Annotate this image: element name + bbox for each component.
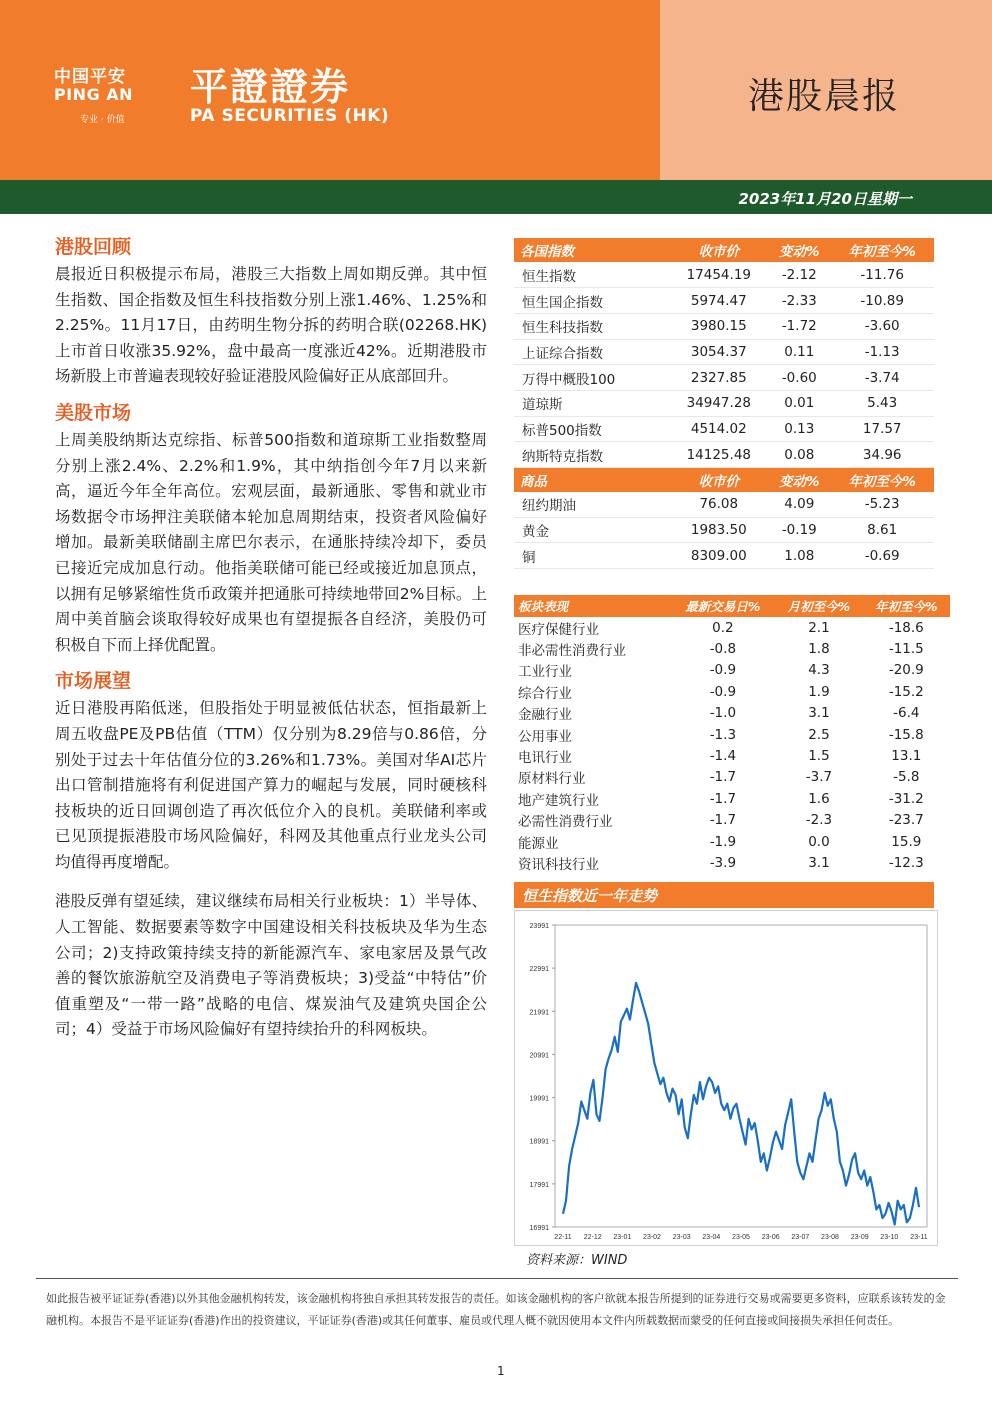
index-row — [514, 442, 934, 468]
index-header-ytd: 年初至今% — [830, 238, 934, 262]
sector-row — [514, 681, 950, 702]
chart-source: 资料来源：WIND — [526, 1253, 628, 1268]
sector-row-label: 能源业 — [518, 835, 559, 852]
sector-row-value: -12.3 — [888, 854, 924, 871]
y-tick-label: 21991 — [529, 1009, 549, 1017]
index-row-label: 恒生科技指数 — [514, 313, 669, 339]
commodity-row — [514, 517, 934, 543]
commodity-row-value: 8309.00 — [669, 543, 768, 569]
sector-row-value: -1.0 — [709, 705, 737, 722]
sector-row-value: -18.6 — [888, 619, 924, 636]
sector-row-value: 15.9 — [891, 833, 922, 850]
report-header — [0, 0, 992, 180]
index-row-value: -2.33 — [768, 288, 830, 314]
sector-row — [514, 788, 950, 809]
sector-row-value: 0.2 — [712, 619, 734, 636]
sector-row-value: -2.3 — [805, 812, 833, 829]
report-date: 2023年11月20日星期一 — [738, 190, 912, 208]
x-tick-label: 23-01 — [613, 1234, 632, 1241]
commodity-header-name: 商品 — [514, 468, 669, 492]
commodity-header-ytd: 年初至今% — [830, 468, 934, 492]
chart-title: 恒生指数近一年走势 — [514, 882, 934, 908]
sector-row-value: 3.1 — [808, 705, 830, 722]
sector-row-value: -1.7 — [709, 790, 737, 807]
sector-row-value: -1.9 — [709, 833, 737, 850]
sector-row-value: -11.5 — [888, 641, 924, 658]
y-tick-label: 18991 — [529, 1138, 549, 1146]
index-row-value: -10.89 — [830, 288, 934, 314]
sector-row-value: -23.7 — [888, 812, 924, 829]
index-row-value: -11.76 — [830, 262, 934, 288]
sector-row-label: 金融行业 — [518, 707, 572, 724]
sector-row-label: 综合行业 — [518, 685, 572, 702]
sector-row — [514, 767, 950, 788]
x-tick-label: 23-09 — [850, 1234, 869, 1241]
index-row-label: 道琼斯 — [514, 390, 669, 416]
x-tick-label: 22-12 — [583, 1234, 602, 1241]
index-row — [514, 390, 934, 416]
sector-row — [514, 617, 950, 638]
x-tick-label: 23-08 — [821, 1234, 839, 1241]
index-row-value: -1.72 — [768, 313, 830, 339]
sector-row-label: 公用事业 — [518, 728, 572, 745]
index-row-value: 34947.28 — [669, 390, 768, 416]
commodity-row-value: -0.19 — [768, 517, 830, 543]
sector-row-value: 3.1 — [808, 854, 830, 871]
sector-row-value: -6.4 — [893, 705, 920, 722]
sector-row-label: 必需性消费行业 — [518, 814, 613, 831]
index-row — [514, 339, 934, 365]
x-tick-label: 23-06 — [761, 1234, 780, 1241]
commodity-row-value: 4.09 — [768, 492, 830, 518]
sector-header-mtd: 月初至今% — [775, 595, 862, 617]
index-row-value: 0.13 — [768, 416, 830, 442]
y-tick-label: 22991 — [529, 966, 549, 974]
x-tick-label: 23-10 — [880, 1234, 899, 1241]
sector-row-value: 4.3 — [808, 662, 830, 679]
disclaimer: 如此报告被平证证券(香港)以外其他金融机构转发，该金融机构将独自承担其转发报告的责任。如该金融机构的客户欲就本报告所提到的证券进行交易或需要更多资料，应联系该转发的金融机构。本报告不是平证证券(香港)作出的投资建议，平证证券(香港)或其任何董事、雇员或代理人概不就因使用本文件内所载数据而蒙受的任何直接或间接损失承担任何责任。 — [46, 1292, 946, 1327]
outlook-paragraph-2: 港股反弹有望延续，建议继续布局相关行业板块：1）半导体、人工智能、数据要素等数字中国建设相关科技板块及华为生态公司；2)支持政策持续支持的新能源汽车、家电家居及景气改善的餐饮旅游航空及消费电子等消费板块；3)受益“中特估”价值重塑及“一带一路”战略的电信、煤炭油气及建筑央国企公司；4）受益于市场风险偏好有望持续抬升的科网板块。 — [55, 892, 487, 1039]
sector-row-value: -3.7 — [805, 769, 833, 786]
index-row-value: 34.96 — [830, 442, 934, 468]
sector-row-value: -0.9 — [709, 683, 737, 700]
index-header-name: 各国指数 — [514, 238, 669, 262]
commodity-row-label: 黄金 — [514, 517, 669, 543]
sector-table-header — [514, 595, 950, 617]
sector-row-label: 原材料行业 — [518, 771, 586, 788]
sector-row-label: 电讯行业 — [518, 750, 572, 767]
sector-row — [514, 852, 950, 873]
sector-row-value: 2.1 — [808, 619, 830, 636]
us-market-paragraph: 上周美股纳斯达克综指、标普500指数和道琼斯工业指数整周分别上涨2.4%、2.2%和1.9%，其中纳指创今年7月以来新高，逼近今年全年高位。宏观层面，最新通胀、零售和就业市场数据令市场押注美联储本轮加息周期结束，投资者风险偏好增加。最新美联储副主席巴尔表示，在通胀持续冷却下，委员已接近完成加息行动。他指美联储可能已经或接近加息顶点，以拥有足够紧缩性货币政策并把通胀可持续地带回2%目标。上周中美首脑会谈取得较好成果也有望提振各自经济，美股仍可积极自下而上择优配置。 — [55, 430, 487, 654]
index-header-change: 变动% — [768, 238, 830, 262]
y-tick-label: 20991 — [529, 1052, 549, 1060]
sector-row — [514, 745, 950, 766]
sector-row-value: -1.7 — [709, 812, 737, 829]
sector-row-value: -5.8 — [893, 769, 920, 786]
x-tick-label: 23-07 — [791, 1234, 810, 1241]
pingan-logo-cn: 中国平安 — [54, 67, 126, 87]
sector-row-value: -3.9 — [709, 854, 737, 871]
hsi-series-line — [563, 983, 919, 1225]
index-table — [514, 238, 934, 569]
hsi-chart — [514, 910, 938, 1246]
index-row-value: 0.08 — [768, 442, 830, 468]
footer-divider — [36, 1278, 958, 1279]
sector-row-label: 非必需性消费行业 — [518, 643, 626, 660]
sector-row-value: 0.0 — [808, 833, 830, 850]
index-row-label: 恒生指数 — [514, 262, 669, 288]
index-row — [514, 262, 934, 288]
sector-row-label: 医疗保健行业 — [518, 621, 599, 638]
index-row-value: 0.11 — [768, 339, 830, 365]
index-row-value: 3980.15 — [669, 313, 768, 339]
index-row-value: 3054.37 — [669, 339, 768, 365]
sector-header-latest: 最新交易日% — [670, 595, 775, 617]
y-tick-label: 16991 — [529, 1225, 549, 1232]
x-tick-label: 23-11 — [910, 1234, 928, 1241]
sector-row-label: 资讯科技行业 — [518, 856, 599, 873]
index-row-value: -1.13 — [830, 339, 934, 365]
date-bar — [0, 180, 992, 214]
sector-row-value: 1.9 — [808, 683, 830, 700]
index-row-value: -3.74 — [830, 365, 934, 391]
hsi-chart-svg — [515, 911, 937, 1245]
sector-row-label: 工业行业 — [518, 664, 572, 681]
index-row-value: 17454.19 — [669, 262, 768, 288]
index-row — [514, 416, 934, 442]
sector-row-value: 13.1 — [891, 748, 922, 765]
sector-row-value: 1.8 — [808, 641, 830, 658]
index-row-value: 14125.48 — [669, 442, 768, 468]
commodity-row-label: 纽约期油 — [514, 492, 669, 518]
sector-row — [514, 810, 950, 831]
x-tick-label: 23-05 — [732, 1234, 750, 1241]
index-row-label: 上证综合指数 — [514, 339, 669, 365]
x-tick-label: 23-04 — [702, 1234, 721, 1241]
y-tick-label: 23991 — [529, 923, 549, 930]
sector-row-value: -20.9 — [888, 662, 924, 679]
sector-row-value: 2.5 — [808, 726, 830, 743]
pingan-slogan: 专业 · 价值 — [80, 115, 125, 125]
sector-row-value: -1.4 — [709, 748, 737, 765]
commodity-row-value: -0.69 — [830, 543, 934, 569]
report-title: 港股晨报 — [748, 76, 901, 117]
index-row-label: 纳斯特克指数 — [514, 442, 669, 468]
commodity-table-header — [514, 468, 934, 492]
sector-row — [514, 638, 950, 659]
commodity-row-value: 1.08 — [768, 543, 830, 569]
securities-logo-cn: 平證證券 — [190, 65, 351, 109]
index-table-header — [514, 238, 934, 262]
y-tick-label: 17991 — [529, 1181, 549, 1189]
x-tick-label: 22-11 — [554, 1234, 572, 1241]
commodity-row — [514, 492, 934, 518]
sector-table — [514, 595, 950, 874]
commodity-row-label: 铜 — [514, 543, 669, 569]
index-row-label: 万得中概股100 — [514, 365, 669, 391]
sector-row-value: 1.5 — [808, 748, 830, 765]
commodity-header-close: 收市价 — [669, 468, 768, 492]
index-header-close: 收市价 — [669, 238, 768, 262]
section-title-hk-review: 港股回顾 — [55, 236, 132, 258]
sector-row-value: -1.7 — [709, 769, 737, 786]
sector-row — [514, 831, 950, 852]
sector-row-label: 地产建筑行业 — [518, 792, 599, 809]
commodity-row-value: 76.08 — [669, 492, 768, 518]
index-row — [514, 288, 934, 314]
x-tick-label: 23-03 — [672, 1234, 691, 1241]
index-row-value: 5.43 — [830, 390, 934, 416]
sector-header-name: 板块表现 — [514, 595, 670, 617]
section-title-us-market: 美股市场 — [55, 401, 132, 424]
sector-row-value: -1.3 — [709, 726, 737, 743]
sector-row-value: -15.8 — [888, 726, 924, 743]
index-row — [514, 365, 934, 391]
index-row-value: 17.57 — [830, 416, 934, 442]
sector-row-value: -15.2 — [888, 683, 924, 700]
x-tick-label: 23-02 — [643, 1234, 661, 1241]
index-row-label: 标普500指数 — [514, 416, 669, 442]
sector-header-ytd: 年初至今% — [863, 595, 950, 617]
index-row-value: 2327.85 — [669, 365, 768, 391]
outlook-paragraph-1: 近日港股再陷低迷，但股指处于明显被低估状态，恒指最新上周五收盘PE及PB估值（TTM）仅分别为8.29倍与0.86倍，分别处于过去十年估值分位的3.26%和1.73%。美国对华AI芯片出口管制措施将有利促进国产算力的崛起与发展，同时硬核科技板块的近日回调创造了再次低位介入的良机。美联储利率或已见顶提振港股市场风险偏好，科网及其他重点行业龙头公司均值得再度增配。 — [55, 699, 487, 871]
sector-row-value: -0.8 — [709, 641, 737, 658]
page-number: 1 — [497, 1364, 505, 1378]
index-row-value: 0.01 — [768, 390, 830, 416]
index-row-value: -3.60 — [830, 313, 934, 339]
commodity-row-value: -5.23 — [830, 492, 934, 518]
commodity-row-value: 1983.50 — [669, 517, 768, 543]
index-row — [514, 313, 934, 339]
index-row-value: -2.12 — [768, 262, 830, 288]
pingan-logo-en: PING AN — [54, 85, 134, 104]
sector-row — [514, 703, 950, 724]
index-row-label: 恒生国企指数 — [514, 288, 669, 314]
sector-row-value: -31.2 — [888, 790, 924, 807]
section-title-outlook: 市场展望 — [55, 670, 132, 693]
securities-logo-en: PA SECURITIES (HK) — [190, 106, 390, 126]
commodity-row-value: 8.61 — [830, 517, 934, 543]
sector-row — [514, 660, 950, 681]
commodity-header-change: 变动% — [768, 468, 830, 492]
commentary-column — [55, 232, 487, 1051]
sector-row-value: -0.9 — [709, 662, 737, 679]
hk-review-paragraph: 晨报近日积极提示布局，港股三大指数上周如期反弹。其中恒生指数、国企指数及恒生科技指数分别上涨1.46%、1.25%和2.25%。11月17日，由药明生物分拆的药明合联(02268.HK)上市首日收涨35.92%，盘中最高一度涨近42%。近期港股市场新股上市普遍表现较好验证港股风险偏好正从底部回升。 — [55, 265, 487, 386]
sector-row — [514, 724, 950, 745]
sector-row-value: 1.6 — [808, 790, 830, 807]
index-row-value: 5974.47 — [669, 288, 768, 314]
index-row-value: 4514.02 — [669, 416, 768, 442]
commodity-row — [514, 543, 934, 569]
y-tick-label: 19991 — [529, 1095, 549, 1103]
index-row-value: -0.60 — [768, 365, 830, 391]
